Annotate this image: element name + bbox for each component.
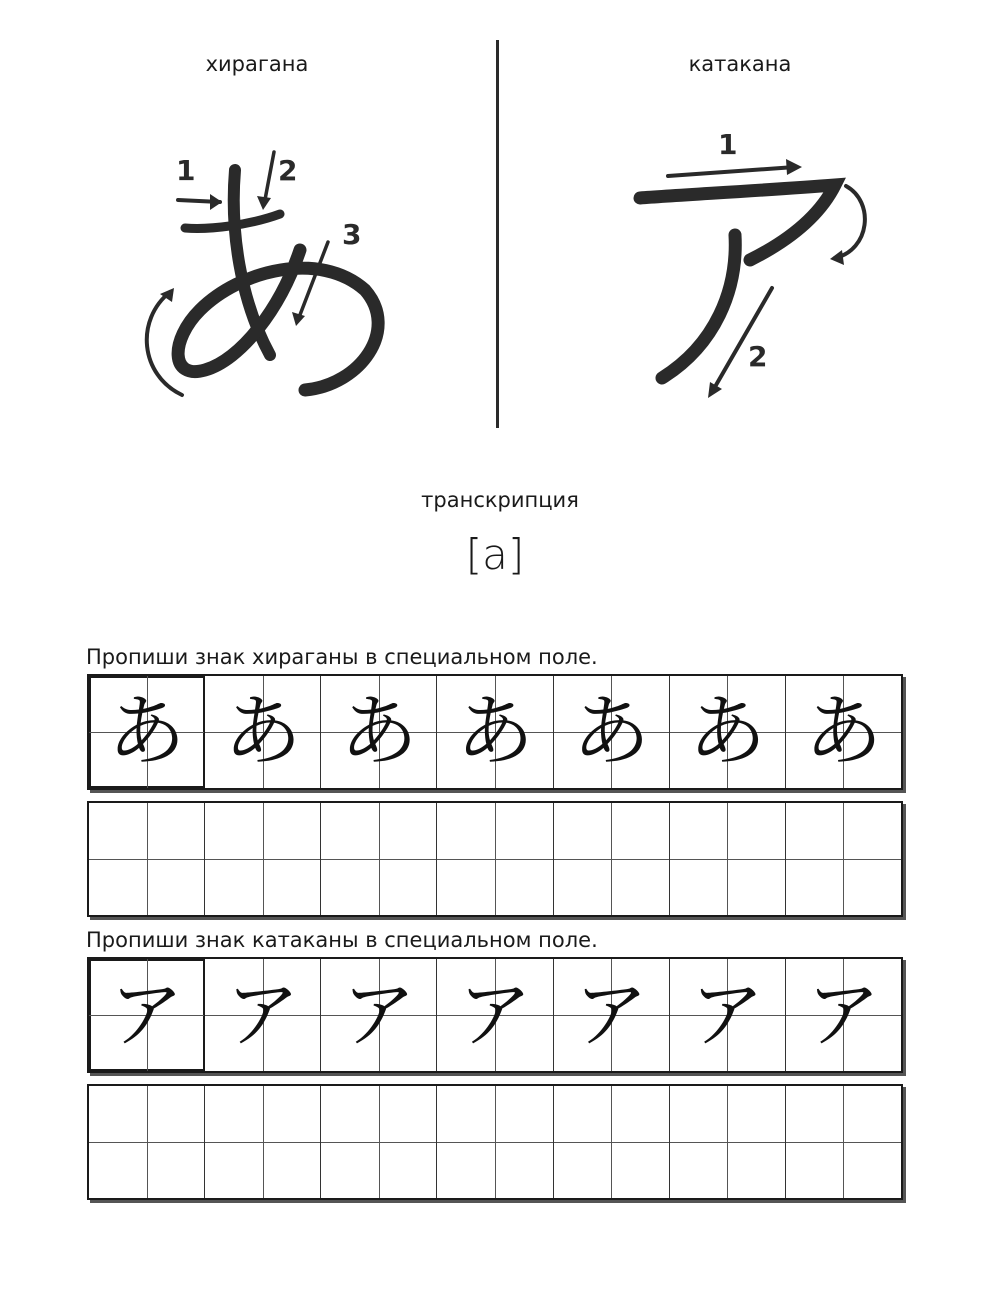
practice-cell[interactable] xyxy=(670,803,786,915)
practice-cell[interactable] xyxy=(670,1086,786,1198)
transcription-label: транскрипция xyxy=(421,488,579,512)
katakana-glyph: ア xyxy=(225,972,300,1058)
hiragana-glyph: あ xyxy=(107,687,186,777)
hiragana-glyph: あ xyxy=(688,687,767,777)
hiragana-instruction: Пропиши знак хираганы в специальном поле. xyxy=(86,645,598,669)
hiragana-title: хирагана xyxy=(205,52,309,76)
hiragana-stroke-number-2: 2 xyxy=(278,154,298,187)
hiragana-stroke-number-3: 3 xyxy=(342,218,362,251)
practice-cell[interactable] xyxy=(205,803,321,915)
hiragana-model-cell xyxy=(786,676,901,788)
katakana-model-cell xyxy=(437,959,553,1071)
practice-cell[interactable] xyxy=(321,1086,437,1198)
practice-cell[interactable] xyxy=(786,803,901,915)
katakana-model-cell xyxy=(321,959,437,1071)
hiragana-model-cell xyxy=(437,676,553,788)
katakana-glyph: ア xyxy=(806,972,881,1058)
katakana-glyph: ア xyxy=(341,972,416,1058)
practice-cell[interactable] xyxy=(89,1086,205,1198)
practice-cell[interactable] xyxy=(89,803,205,915)
hiragana-glyph: あ xyxy=(223,687,302,777)
transcription-value: [a] xyxy=(465,530,525,579)
hiragana-glyph: あ xyxy=(455,687,534,777)
practice-cell[interactable] xyxy=(321,803,437,915)
hiragana-arrow-2 xyxy=(264,152,274,205)
katakana-stroke-order-diagram xyxy=(620,120,900,410)
katakana-instruction: Пропиши знак катаканы в специальном поле. xyxy=(86,928,598,952)
practice-cell[interactable] xyxy=(437,803,553,915)
hiragana-glyph: あ xyxy=(804,687,883,777)
katakana-model-row xyxy=(87,957,903,1073)
katakana-arrow-curve xyxy=(835,186,865,258)
katakana-glyph: ア xyxy=(457,972,532,1058)
katakana-stroke-number-1: 1 xyxy=(718,128,738,161)
katakana-stroke-2 xyxy=(662,235,735,378)
katakana-model-cell xyxy=(786,959,901,1071)
katakana-arrow-1 xyxy=(668,167,795,176)
hiragana-glyph: あ xyxy=(572,687,651,777)
katakana-model-cell xyxy=(205,959,321,1071)
hiragana-stroke-number-1: 1 xyxy=(176,154,196,187)
hiragana-model-cell xyxy=(554,676,670,788)
hiragana-practice-row[interactable] xyxy=(87,801,903,917)
katakana-model-cell xyxy=(670,959,786,1071)
katakana-stroke-number-2: 2 xyxy=(748,340,768,373)
practice-cell[interactable] xyxy=(554,803,670,915)
hiragana-model-cell xyxy=(205,676,321,788)
hiragana-glyph: あ xyxy=(339,687,418,777)
hiragana-model-cell xyxy=(89,676,205,788)
hiragana-model-cell xyxy=(321,676,437,788)
katakana-model-cell xyxy=(89,959,205,1071)
hiragana-stroke-order-diagram xyxy=(130,140,400,410)
katakana-model-cell xyxy=(554,959,670,1071)
practice-cell[interactable] xyxy=(786,1086,901,1198)
practice-cell[interactable] xyxy=(554,1086,670,1198)
katakana-glyph: ア xyxy=(574,972,649,1058)
katakana-title: катакана xyxy=(688,52,792,76)
column-divider xyxy=(496,40,499,428)
katakana-glyph: ア xyxy=(690,972,765,1058)
practice-cell[interactable] xyxy=(437,1086,553,1198)
hiragana-model-cell xyxy=(670,676,786,788)
hiragana-stroke-3 xyxy=(178,250,378,390)
practice-cell[interactable] xyxy=(205,1086,321,1198)
hiragana-model-row xyxy=(87,674,903,790)
katakana-glyph: ア xyxy=(109,972,184,1058)
katakana-practice-row[interactable] xyxy=(87,1084,903,1200)
